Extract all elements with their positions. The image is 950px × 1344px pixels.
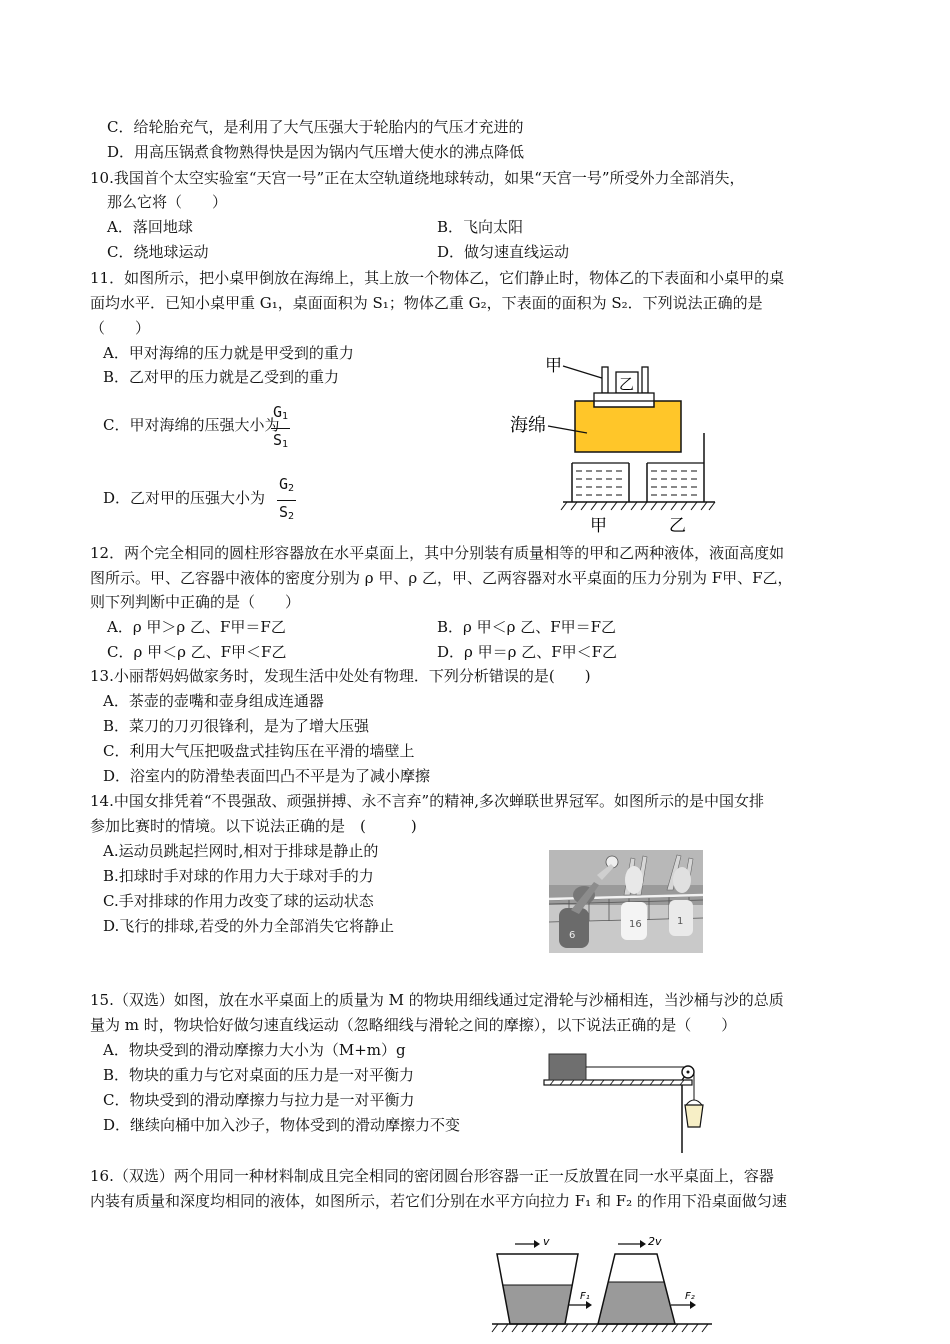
q15-option-c: C．物块受到的滑动摩擦力与拉力是一对平衡力 [103,1091,415,1109]
q14-stem: 14.中国女排凭着“不畏强敌、顽强拼搏、永不言弃”的精神,多次蝉联世界冠军。如图所示的是中国女排 [90,792,764,810]
q12-stem: 12．两个完全相同的圆柱形容器放在水平桌面上，其中分别装有质量相等的甲和乙两种液体，液面高度如 [90,544,785,562]
sand-bucket [685,1105,703,1127]
q12-stem-cont: 图所示。甲、乙容器中液体的密度分别为 ρ 甲、ρ 乙，甲、乙两容器对水平桌面的压力分别为 F甲、F乙， [90,569,793,587]
fraction-denominator-sub: 2 [288,511,295,522]
q10-option-b: B．飞向太阳 [437,218,524,236]
fraction-denominator: S [273,431,283,449]
q15-pulley-figure [540,1045,715,1155]
q14-option-b: B.扣球时手对球的作用力大于球对手的力 [103,867,374,885]
q14-option-a: A.运动员跳起拦网时,相对于排球是静止的 [103,842,379,860]
q13-option-c: C．利用大气压把吸盘式挂钩压在平滑的墙壁上 [103,742,415,760]
q11-option-a: A．甲对海绵的压力就是甲受到的重力 [103,344,354,362]
block-M [549,1054,586,1080]
q9-option-d: D．用高压锅煮食物熟得快是因为锅内气压增大使水的沸点降低 [107,143,525,161]
q16-stem-cont: 内装有质量和深度均相同的液体，如图所示，若它们分别在水平方向拉力 F₁ 和 F₂ 的作用下沿桌面做匀速 [90,1192,787,1210]
q16-containers-figure [490,1232,715,1342]
q11-option-b: B．乙对甲的压力就是乙受到的重力 [103,368,340,386]
q10-stem: 10.我国首个太空实验室“天宫一号”正在太空轨道绕地球转动，如果“天宫一号”所受外力全部消失， [90,169,745,187]
q12-stem-cont2: 则下列判断中正确的是（ ） [90,593,301,611]
label-container-jia: 甲 [590,516,607,536]
photo-jersey-6: 6 [569,930,576,941]
label-jia: 甲 [545,356,562,376]
label-2v: 2v [648,1235,662,1248]
q15-stem-cont: 量为 m 时，物块恰好做匀速直线运动（忽略细线与滑轮之间的摩擦），以下说法正确的是（ ） [90,1016,737,1034]
label-container-yi: 乙 [669,516,686,536]
fraction-numerator: G [279,475,289,493]
q11-option-c: C．甲对海绵的压强大小为 [103,416,280,434]
fraction-numerator: G [273,403,283,421]
label-F1: F₁ [580,1291,590,1302]
q13-stem: 13.小丽帮妈妈做家务时，发现生活中处处有物理．下列分析错误的是( ) [90,667,591,685]
q11-stem-paren: （ ） [90,319,151,337]
q12-option-b: B．ρ 甲＜ρ 乙、F甲＝F乙 [437,618,617,636]
q13-option-b: B．菜刀的刀刃很锋利，是为了增大压强 [103,717,370,735]
photo-jersey-1: 1 [677,916,684,927]
q9-option-c: C．给轮胎充气，是利用了大气压强大于轮胎内的气压才充进的 [107,118,524,136]
q14-stem-cont: 参加比赛时的情境。以下说法正确的是 ( ) [90,817,417,835]
q11-stem-cont: 面均水平．已知小桌甲重 G₁，桌面面积为 S₁；物体乙重 G₂，下表面的面积为 S₂．下列说法正确的是 [90,294,763,312]
q11-option-d: D．乙对甲的压强大小为 [103,489,266,507]
table-top [544,1080,692,1085]
q13-option-a: A．茶壶的壶嘴和壶身组成连通器 [103,692,324,710]
volleyball-photo [549,850,703,953]
q13-option-d: D．浴室内的防滑垫表面凹凸不平是为了减小摩擦 [103,767,431,785]
q10-option-d: D．做匀速直线运动 [437,243,570,261]
frustum-container-1 [497,1254,578,1324]
q15-stem: 15.（双选）如图，放在水平桌面上的质量为 M 的物块用细线通过定滑轮与沙桶相连，当沙桶与沙的总质 [90,991,784,1009]
fraction-numerator-sub: 2 [288,483,295,494]
photo-jersey-16: 16 [629,919,642,930]
q14-option-d: D.飞行的排球,若受的外力全部消失它将静止 [103,917,395,935]
q12-option-c: C．ρ 甲＜ρ 乙、F甲＜F乙 [107,643,287,661]
q11-stem: 11．如图所示，把小桌甲倒放在海绵上，其上放一个物体乙，它们静止时，物体乙的下表面和小桌甲的桌 [90,269,785,287]
sponge [575,401,681,452]
q15-option-a: A．物块受到的滑动摩擦力大小为（M+m）g [103,1041,406,1059]
container-jia [572,463,629,502]
q16-stem: 16.（双选）两个用同一种材料制成且完全相同的密闭圆台形容器一正一反放置在同一水平桌面上，容器 [90,1167,774,1185]
frustum-container-2 [598,1254,675,1324]
label-sponge: 海绵 [510,415,546,436]
fraction-numerator-sub: 1 [282,411,289,422]
q12-option-a: A．ρ 甲＞ρ 乙、F甲＝F乙 [107,618,286,636]
q10-stem-cont: 那么它将（ ） [107,193,228,211]
q12-option-d: D．ρ 甲＝ρ 乙、F甲＜F乙 [437,643,618,661]
q10-option-a: A．落回地球 [107,218,193,236]
label-v: v [543,1235,550,1248]
q15-option-d: D．继续向桶中加入沙子，物体受到的滑动摩擦力不变 [103,1116,461,1134]
q11-figure [505,345,720,537]
fraction-denominator-sub: 1 [282,439,289,450]
q10-option-c: C．绕地球运动 [107,243,209,261]
label-yi-box: 乙 [619,375,635,393]
q11-fraction-g2-s2 [277,474,296,527]
q11-fraction-g1-s1 [271,402,290,455]
q15-option-b: B．物块的重力与它对桌面的压力是一对平衡力 [103,1066,415,1084]
label-F2: F₂ [685,1291,695,1302]
fraction-denominator: S [279,503,289,521]
q14-option-c: C.手对排球的作用力改变了球的运动状态 [103,892,374,910]
